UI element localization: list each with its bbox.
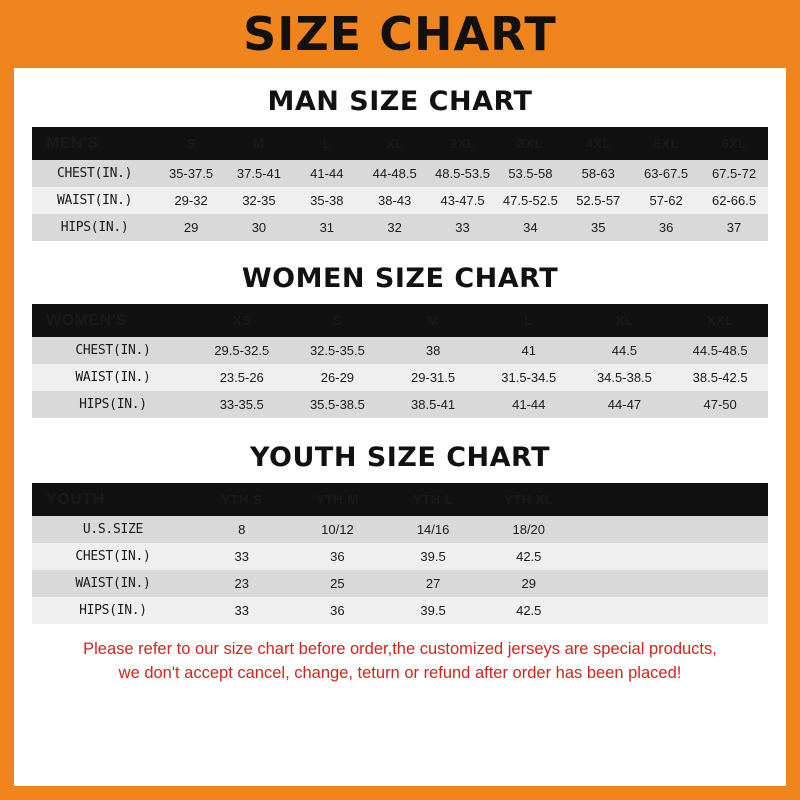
table-man-head [32, 127, 768, 160]
row-label: WAIST(IN.) [75, 576, 151, 591]
table-row [32, 597, 768, 624]
cell: 47-50 [703, 397, 737, 412]
cell: 42.5 [516, 603, 542, 618]
cell [577, 543, 673, 570]
cell: 29 [521, 576, 536, 591]
section-title-women: WOMEN SIZE CHART [241, 263, 559, 294]
col-header: S [332, 313, 342, 328]
col-header: YTH M [315, 492, 359, 507]
col-header: M [427, 313, 439, 328]
table-women-corner: WOMEN'S [46, 311, 128, 329]
col-header: 3XL [517, 136, 544, 151]
col-header: M [253, 136, 265, 151]
section-man [32, 86, 768, 241]
cell: 38.5-41 [411, 397, 456, 412]
cell: 32-35 [242, 193, 276, 208]
col-header: L [322, 136, 332, 151]
cell: 39.5 [420, 603, 446, 618]
cell: 38.5-42.5 [692, 370, 748, 385]
row-label: CHEST(IN.) [75, 549, 151, 564]
cell: 10/12 [321, 522, 354, 537]
cell: 52.5-57 [576, 193, 621, 208]
cell: 8 [238, 522, 246, 537]
cell: 30 [251, 220, 267, 235]
table-row [32, 516, 768, 543]
col-header: XL [385, 136, 404, 151]
cell: 47.5-52.5 [502, 193, 558, 208]
cell: 41 [521, 343, 536, 358]
table-women-body [32, 337, 768, 418]
cell: 44.5 [611, 343, 638, 358]
cell [577, 597, 673, 624]
cell: 42.5 [516, 549, 542, 564]
table-youth [32, 483, 768, 624]
table-youth-corner: YOUTH [46, 490, 105, 508]
table-row [32, 337, 768, 364]
section-youth [32, 442, 768, 624]
section-women [32, 263, 768, 418]
col-header: YTH S [221, 492, 263, 507]
header-band [0, 0, 800, 68]
cell: 37 [726, 220, 742, 235]
table-row [32, 160, 768, 187]
cell: 29.5-32.5 [214, 343, 270, 358]
cell: 31.5-34.5 [501, 370, 557, 385]
cell: 35-37.5 [169, 166, 214, 181]
cell: 38-43 [378, 193, 412, 208]
cell: 35-38 [310, 193, 344, 208]
cell: 41-44 [512, 397, 546, 412]
cell: 43-47.5 [440, 193, 485, 208]
cell: 38 [425, 343, 441, 358]
cell: 53.5-58 [508, 166, 553, 181]
table-man-body [32, 160, 768, 241]
col-header: S [186, 136, 196, 151]
cell: 36 [658, 220, 674, 235]
cell [672, 570, 768, 597]
row-label: U.S.SIZE [82, 522, 144, 537]
col-header [672, 483, 768, 516]
cell: 31 [319, 220, 335, 235]
col-header: 6XL [721, 136, 747, 151]
cell: 41-44 [310, 166, 344, 181]
cell: 32.5-35.5 [309, 343, 365, 358]
col-header: L [524, 313, 533, 328]
cell: 32 [387, 220, 402, 235]
table-row [32, 364, 768, 391]
table-row [32, 543, 768, 570]
cell: 33-35.5 [219, 397, 264, 412]
order-policy-note [32, 638, 768, 686]
cell: 67.5-72 [711, 166, 757, 181]
cell: 37.5-41 [236, 166, 281, 181]
cell: 36 [330, 603, 345, 618]
col-header [577, 483, 673, 516]
cell: 36 [330, 549, 345, 564]
cell: 29-32 [174, 193, 208, 208]
table-man [32, 127, 768, 241]
row-label: HIPS(IN.) [60, 220, 129, 235]
cell: 39.5 [420, 549, 446, 564]
table-women-head [32, 304, 768, 337]
cell: 25 [330, 576, 345, 591]
row-label: WAIST(IN.) [75, 370, 151, 385]
cell: 57-62 [649, 193, 683, 208]
cell: 44-47 [607, 397, 642, 412]
col-header: XS [232, 313, 251, 328]
cell: 35 [591, 220, 606, 235]
cell: 23.5-26 [219, 370, 264, 385]
table-women [32, 304, 768, 418]
row-label: WAIST(IN.) [56, 193, 133, 208]
table-youth-head [32, 483, 768, 516]
table-row [32, 391, 768, 418]
cell: 33 [455, 220, 470, 235]
page-title: SIZE CHART [243, 7, 557, 61]
table-header-row [32, 304, 768, 337]
cell: 14/16 [416, 522, 450, 537]
row-label: HIPS(IN.) [79, 603, 147, 618]
cell: 34.5-38.5 [596, 370, 652, 385]
col-header: YTH XL [504, 492, 554, 507]
cell: 26-29 [320, 370, 355, 385]
note-line-2: we don't accept cancel, change, teturn or refund after order has been placed! [118, 663, 682, 682]
table-row [32, 570, 768, 597]
cell [672, 597, 768, 624]
cell: 58-63 [581, 166, 615, 181]
cell: 63-67.5 [644, 166, 689, 181]
col-header: 5XL [653, 136, 679, 151]
note-line-1: Please refer to our size chart before order,the customized jerseys are special products, [83, 640, 717, 658]
cell: 35.5-38.5 [309, 397, 365, 412]
row-label: CHEST(IN.) [56, 166, 133, 181]
cell: 62-66.5 [711, 193, 757, 208]
cell: 33 [234, 603, 249, 618]
col-header: 4XL [585, 136, 611, 151]
table-header-row [32, 127, 768, 160]
cell: 44-48.5 [372, 166, 417, 181]
table-youth-body [32, 516, 768, 624]
content [14, 86, 786, 686]
section-title-man: MAN SIZE CHART [267, 86, 533, 117]
table-row [32, 214, 768, 241]
row-label: HIPS(IN.) [79, 397, 147, 412]
cell: 44.5-48.5 [692, 343, 748, 358]
cell: 18/20 [512, 522, 546, 537]
row-label: CHEST(IN.) [75, 343, 151, 358]
col-header: 2XL [449, 136, 476, 151]
cell: 33 [234, 549, 249, 564]
cell: 29 [183, 220, 199, 235]
cell: 29-31.5 [411, 370, 456, 385]
cell: 27 [425, 576, 441, 591]
table-man-corner: MEN'S [46, 134, 99, 152]
col-header: YTH L [413, 492, 454, 507]
cell [577, 570, 673, 597]
section-title-youth: YOUTH SIZE CHART [249, 442, 551, 473]
col-header: XL [615, 313, 634, 328]
bottom-band [0, 786, 800, 800]
cell: 23 [234, 576, 249, 591]
cell: 34 [523, 220, 538, 235]
cell: 48.5-53.5 [435, 166, 490, 181]
cell [672, 516, 768, 543]
table-header-row [32, 483, 768, 516]
table-row [32, 187, 768, 214]
cell [672, 543, 768, 570]
cell [577, 516, 673, 543]
col-header: XXL [706, 313, 734, 328]
